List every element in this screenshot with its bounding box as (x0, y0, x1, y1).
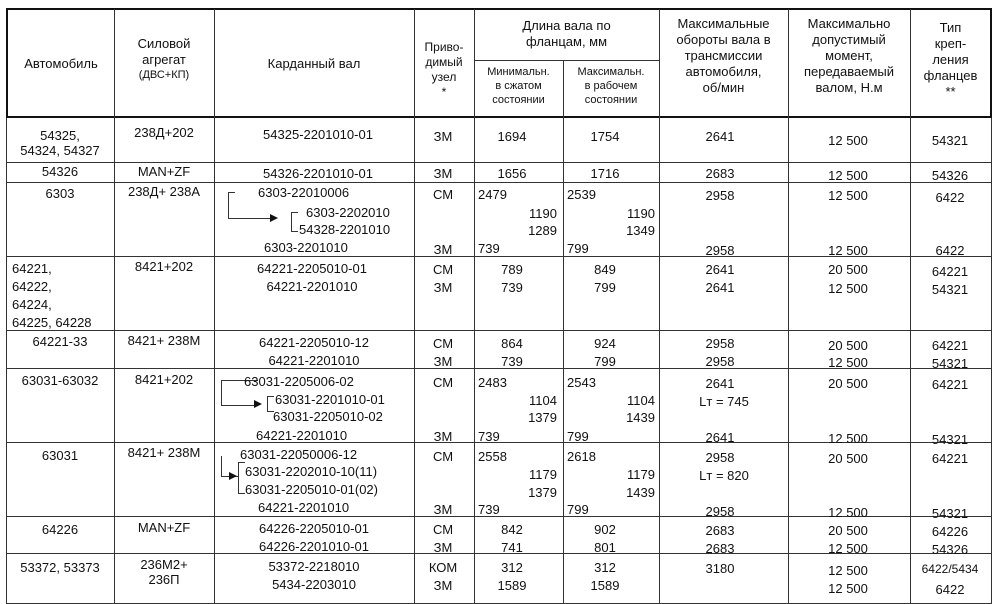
row4-shaft-2: 64221-2201010 (266, 279, 358, 294)
row3-min-3: 1289 (528, 223, 557, 238)
row7-shaft-4: 64221-2201010 (258, 500, 350, 515)
row7-car: 63031 (41, 448, 79, 463)
arrow-icon (229, 472, 237, 480)
row6-shaft-3: 63031-2205010-02 (273, 409, 383, 424)
row1-min: 1694 (497, 129, 527, 144)
header-sub-divider (474, 60, 659, 61)
bracket-line (291, 212, 298, 232)
row8-shaft-2: 64226-2201010-01 (259, 539, 369, 554)
row9-unit: 236М2+ 236П (140, 557, 188, 587)
row3-car: 6303 (45, 186, 75, 201)
row9-flange-1: 6422/5434 (921, 562, 979, 576)
row7-min-4: 739 (478, 502, 500, 517)
row6-node-4: ЗМ (433, 429, 453, 444)
row1-rpm: 2641 (705, 129, 735, 144)
row6-torque-1: 20 500 (828, 376, 868, 391)
header-shaft: Карданный вал (267, 56, 361, 71)
row9-shaft-2: 5434-2203010 (272, 577, 356, 592)
row5-shaft-2: 64221-2201010 (268, 353, 360, 368)
col-divider (788, 9, 789, 604)
row4-max-1: 849 (594, 262, 616, 277)
row1-flange: 54321 (931, 133, 969, 148)
row7-torque-1: 20 500 (828, 451, 868, 466)
header-power-unit: Силовой агрегат (ДВС+КП) (137, 36, 191, 81)
row4-torque-2: 12 500 (828, 281, 868, 296)
row5-min-2: 739 (501, 354, 523, 369)
row2-car: 54326 (41, 164, 79, 179)
row6-shaft-1: 63031-2205006-02 (244, 374, 354, 389)
row1-node: ЗМ (433, 129, 453, 144)
row5-flange-1: 64221 (931, 338, 969, 353)
row7-node-1: СМ (432, 449, 454, 464)
row7-min-1: 2558 (478, 449, 507, 464)
row9-node-1: КОМ (428, 560, 458, 575)
row-divider (6, 162, 991, 163)
header-car: Автомобиль (24, 56, 98, 71)
row3-node-1: СМ (432, 187, 454, 202)
row5-node-1: СМ (432, 336, 454, 351)
row3-torque-1: 12 500 (828, 188, 868, 203)
row6-max-4: 799 (567, 429, 589, 444)
row6-min-2: 1104 (529, 393, 557, 408)
header-driven-node: Приво- димый узел * (424, 40, 464, 99)
row6-min-4: 739 (478, 429, 500, 444)
row6-car: 63031-63032 (21, 373, 99, 388)
row2-min: 1656 (497, 166, 527, 181)
row4-node-1: СМ (432, 262, 454, 277)
row7-max-4: 799 (567, 502, 589, 517)
row9-min-1: 312 (501, 560, 523, 575)
row4-flange-1: 64221 (931, 264, 969, 279)
row8-rpm-1: 2683 (705, 523, 735, 538)
row9-torque-2: 12 500 (828, 581, 868, 596)
col-divider (563, 60, 564, 604)
row3-max-4: 799 (567, 241, 589, 256)
header-max-rpm: Максимальные обороты вала в трансмиссии автомобиля, об/мин (676, 16, 771, 95)
row7-max-2: 1179 (627, 467, 655, 482)
row7-unit: 8421+ 238М (127, 445, 201, 460)
row7-min-2: 1179 (529, 467, 557, 482)
row6-min-3: 1379 (528, 410, 557, 425)
row8-torque-1: 20 500 (828, 523, 868, 538)
row5-torque-2: 12 500 (828, 355, 868, 370)
row5-unit: 8421+ 238М (127, 333, 201, 348)
row1-unit: 238Д+202 (134, 125, 194, 140)
row9-shaft-1: 53372-2218010 (268, 559, 360, 574)
row8-node-2: ЗМ (433, 540, 453, 555)
row7-shaft-2: 63031-2202010-10(11) (245, 464, 378, 479)
row9-node-2: ЗМ (433, 578, 453, 593)
row8-max-1: 902 (594, 522, 616, 537)
row6-shaft-2: 63031-2201010-01 (275, 392, 385, 407)
row8-torque-2: 12 500 (828, 541, 868, 556)
row8-flange-2: 54326 (931, 542, 969, 557)
row1-max: 1754 (590, 129, 620, 144)
row2-rpm: 2683 (705, 166, 735, 181)
row9-min-2: 1589 (497, 578, 527, 593)
row8-unit: MAN+ZF (137, 520, 191, 535)
row2-unit: MAN+ZF (137, 164, 191, 179)
row7-max-3: 1439 (626, 485, 655, 500)
row2-max: 1716 (590, 166, 620, 181)
row3-rpm-1: 2958 (705, 188, 735, 203)
row7-min-3: 1379 (528, 485, 557, 500)
row2-torque: 12 500 (828, 168, 868, 183)
row8-node-1: СМ (432, 522, 454, 537)
row4-max-2: 799 (594, 280, 616, 295)
row4-torque-1: 20 500 (828, 262, 868, 277)
row7-torque-4: 12 500 (828, 505, 868, 520)
row8-car: 64226 (41, 522, 79, 537)
row9-max-2: 1589 (590, 578, 620, 593)
arrow-icon (254, 400, 262, 408)
row4-flange-2: 54321 (931, 282, 969, 297)
row5-node-2: ЗМ (433, 354, 453, 369)
row3-node-4: ЗМ (433, 242, 453, 257)
row3-max-3: 1349 (626, 223, 655, 238)
row7-max-1: 2618 (567, 449, 596, 464)
row6-lt: Lт = 745 (699, 394, 749, 409)
row7-flange-1: 64221 (931, 451, 969, 466)
bracket-line (238, 462, 245, 494)
row5-car: 64221-33 (32, 334, 88, 349)
row4-unit: 8421+202 (134, 259, 194, 274)
col-divider (659, 9, 660, 604)
header-max-torque: Максимально допустимый момент, передаваемый валом, Н.м (803, 16, 895, 95)
row3-shaft-2: 6303-2202010 (306, 205, 390, 220)
arrow-icon (270, 214, 278, 222)
row4-node-2: ЗМ (433, 280, 453, 295)
row8-min-1: 842 (501, 522, 523, 537)
row9-max-1: 312 (594, 560, 616, 575)
row7-shaft-3: 63031-2205010-01(02) (245, 482, 378, 497)
row2-flange: 54326 (931, 168, 969, 183)
row7-node-4: ЗМ (433, 502, 453, 517)
row3-unit: 238Д+ 238А (127, 184, 201, 199)
row9-torque-1: 12 500 (828, 563, 868, 578)
header-length: Длина вала по фланцам, мм (522, 18, 611, 49)
col-divider (6, 118, 7, 604)
row5-shaft-1: 64221-2205010-12 (259, 335, 369, 350)
row5-torque-1: 20 500 (828, 338, 868, 353)
row3-rpm-4: 2958 (705, 243, 735, 258)
row7-lt: Lт = 820 (699, 468, 749, 483)
row3-flange-1: 6422 (935, 190, 965, 205)
row8-min-2: 741 (501, 540, 523, 555)
header-flange-type: Тип креп- ления фланцев ** (923, 20, 978, 99)
row8-shaft-1: 64226-2205010-01 (259, 521, 369, 536)
row5-max-1: 924 (594, 336, 616, 351)
col-divider (114, 9, 115, 604)
row3-torque-4: 12 500 (828, 243, 868, 258)
col-divider (991, 118, 992, 604)
row9-flange-2: 6422 (935, 582, 965, 597)
row3-min-2: 1190 (529, 206, 557, 221)
row3-min-1: 2479 (478, 187, 507, 202)
row3-shaft-1: 6303-22010006 (258, 185, 350, 200)
row5-min-1: 864 (501, 336, 523, 351)
row8-rpm-2: 2683 (705, 541, 735, 556)
row6-min-1: 2483 (478, 375, 507, 390)
row8-max-2: 801 (594, 540, 616, 555)
row-divider (6, 330, 991, 331)
row6-rpm-4: 2641 (705, 430, 735, 445)
row5-rpm-1: 2958 (705, 336, 735, 351)
row4-min-2: 739 (501, 280, 523, 295)
row3-shaft-3: 54328-2201010 (299, 222, 391, 237)
row3-max-2: 1190 (627, 206, 655, 221)
row3-shaft-4: 6303-2201010 (264, 240, 348, 255)
row4-rpm-2: 2641 (705, 280, 735, 295)
header-max-length: Максимальн. в рабочем состоянии (577, 66, 645, 106)
row6-unit: 8421+202 (134, 372, 194, 387)
row6-flange-1: 64221 (931, 377, 969, 392)
row7-rpm-1: 2958 (705, 450, 735, 465)
row2-shaft: 54326-2201010-01 (263, 166, 373, 181)
row6-shaft-4: 64221-2201010 (256, 428, 348, 443)
row8-flange-1: 64226 (931, 524, 969, 539)
row3-min-4: 739 (478, 241, 500, 256)
col-divider (214, 9, 215, 604)
row6-rpm-1: 2641 (705, 376, 735, 391)
row6-max-1: 2543 (567, 375, 596, 390)
row1-shaft: 54325-2201010-01 (263, 127, 373, 142)
row4-min-1: 789 (501, 262, 523, 277)
row4-rpm-1: 2641 (705, 262, 735, 277)
row6-node-1: СМ (432, 375, 454, 390)
row2-node: ЗМ (433, 166, 453, 181)
row4-shaft-1: 64221-2205010-01 (257, 261, 367, 276)
row5-max-2: 799 (594, 354, 616, 369)
row6-flange-4: 54321 (931, 432, 969, 447)
row6-max-3: 1439 (626, 410, 655, 425)
row7-shaft-1: 63031-22050006-12 (240, 447, 358, 462)
row7-flange-4: 54321 (931, 506, 969, 521)
row3-max-1: 2539 (567, 187, 596, 202)
row5-rpm-2: 2958 (705, 354, 735, 369)
header-min-length: Минимальн. в сжатом состоянии (487, 66, 550, 106)
row1-car: 54325, 54324, 54327 (20, 128, 100, 158)
row1-torque: 12 500 (828, 133, 868, 148)
row9-rpm-1: 3180 (705, 561, 735, 576)
row6-max-2: 1104 (627, 393, 655, 408)
row6-torque-4: 12 500 (828, 431, 868, 446)
row7-rpm-4: 2958 (705, 504, 735, 519)
row3-flange-4: 6422 (935, 243, 965, 258)
row5-flange-2: 54321 (931, 356, 969, 371)
row4-car: 64221, 64222, 64224, 64225, 64228 (12, 261, 92, 330)
row9-car: 53372, 53373 (20, 560, 100, 575)
